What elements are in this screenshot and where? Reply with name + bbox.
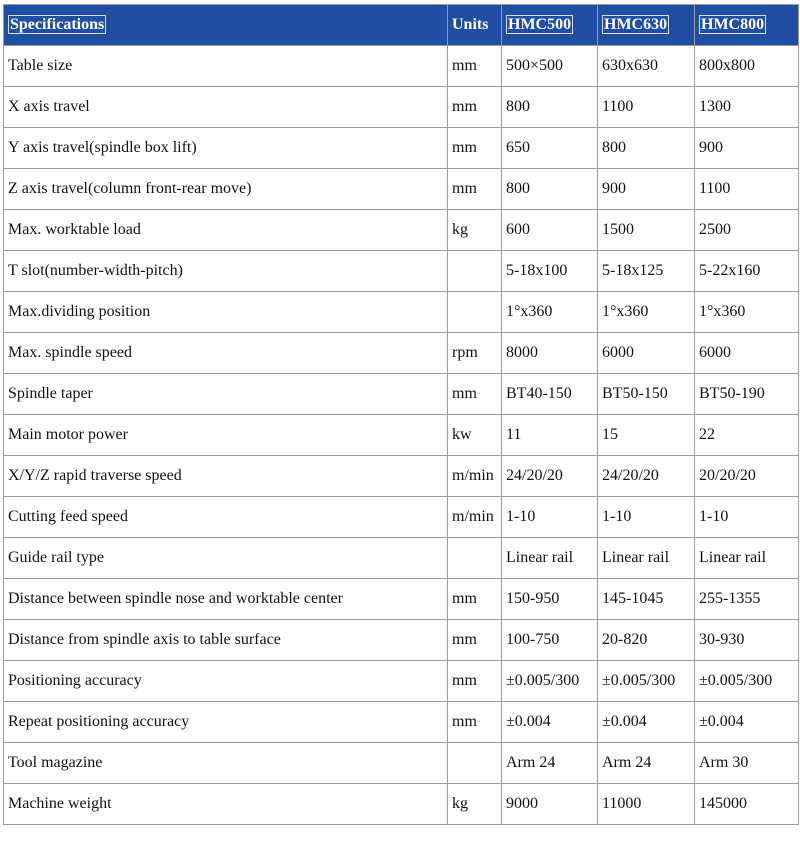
table-row xyxy=(4,497,799,538)
table-row xyxy=(4,292,799,333)
value-cell: 800 xyxy=(598,128,695,169)
value-cell: 15 xyxy=(598,415,695,456)
value-cell: BT50-150 xyxy=(598,374,695,415)
table-row xyxy=(4,374,799,415)
spec-name-cell: Max.dividing position xyxy=(4,292,448,333)
value-cell: 1°x360 xyxy=(598,292,695,333)
value-cell: 500×500 xyxy=(502,46,598,87)
header-units xyxy=(448,5,502,46)
header-model-label: HMC800 xyxy=(701,16,765,33)
table-row xyxy=(4,46,799,87)
table-row xyxy=(4,128,799,169)
unit-cell xyxy=(448,292,502,333)
spec-name-cell: Distance from spindle axis to table surface xyxy=(4,620,448,661)
table-row xyxy=(4,538,799,579)
value-cell: 1500 xyxy=(598,210,695,251)
value-cell: 5-22x160 xyxy=(695,251,799,292)
value-cell: 1-10 xyxy=(695,497,799,538)
value-cell: ±0.005/300 xyxy=(598,661,695,702)
value-cell: 630x630 xyxy=(598,46,695,87)
header-specifications-label: Specifications xyxy=(10,16,105,33)
table-row xyxy=(4,251,799,292)
unit-cell: kw xyxy=(448,415,502,456)
spec-name-cell: Table size xyxy=(4,46,448,87)
value-cell: 20/20/20 xyxy=(695,456,799,497)
value-cell: 24/20/20 xyxy=(502,456,598,497)
value-cell: 900 xyxy=(598,169,695,210)
value-cell: 1300 xyxy=(695,87,799,128)
spec-name-cell: Max. worktable load xyxy=(4,210,448,251)
value-cell: Linear rail xyxy=(695,538,799,579)
value-cell: 8000 xyxy=(502,333,598,374)
value-cell: Arm 24 xyxy=(598,743,695,784)
spec-name-cell: Y axis travel(spindle box lift) xyxy=(4,128,448,169)
unit-cell: mm xyxy=(448,128,502,169)
value-cell: 11 xyxy=(502,415,598,456)
spec-name-cell: Main motor power xyxy=(4,415,448,456)
value-cell: 2500 xyxy=(695,210,799,251)
value-cell: 6000 xyxy=(598,333,695,374)
value-cell: 600 xyxy=(502,210,598,251)
table-row xyxy=(4,456,799,497)
header-model-hmc630 xyxy=(598,5,695,46)
table-row xyxy=(4,87,799,128)
value-cell: 1100 xyxy=(598,87,695,128)
table-row xyxy=(4,784,799,825)
table-row xyxy=(4,210,799,251)
spec-name-cell: Repeat positioning accuracy xyxy=(4,702,448,743)
value-cell: 800 xyxy=(502,87,598,128)
value-cell: 1-10 xyxy=(598,497,695,538)
value-cell: 800 xyxy=(502,169,598,210)
header-model-label: HMC630 xyxy=(604,16,668,33)
table-row xyxy=(4,415,799,456)
value-cell: Arm 30 xyxy=(695,743,799,784)
unit-cell: mm xyxy=(448,46,502,87)
header-specifications xyxy=(4,5,448,46)
spec-name-cell: T slot(number-width-pitch) xyxy=(4,251,448,292)
value-cell: 1°x360 xyxy=(695,292,799,333)
value-cell: 650 xyxy=(502,128,598,169)
table-row xyxy=(4,620,799,661)
spec-name-cell: Spindle taper xyxy=(4,374,448,415)
value-cell: Linear rail xyxy=(502,538,598,579)
specifications-table xyxy=(3,4,799,825)
spec-name-cell: Cutting feed speed xyxy=(4,497,448,538)
table-row xyxy=(4,333,799,374)
unit-cell: mm xyxy=(448,579,502,620)
unit-cell xyxy=(448,538,502,579)
value-cell: 5-18x100 xyxy=(502,251,598,292)
value-cell: 145-1045 xyxy=(598,579,695,620)
spec-name-cell: Machine weight xyxy=(4,784,448,825)
value-cell: Arm 24 xyxy=(502,743,598,784)
value-cell: 6000 xyxy=(695,333,799,374)
table-row xyxy=(4,661,799,702)
spec-name-cell: Positioning accuracy xyxy=(4,661,448,702)
table-body xyxy=(4,46,799,825)
value-cell: 11000 xyxy=(598,784,695,825)
table-row xyxy=(4,169,799,210)
header-model-hmc800 xyxy=(695,5,799,46)
unit-cell: mm xyxy=(448,620,502,661)
spec-name-cell: X/Y/Z rapid traverse speed xyxy=(4,456,448,497)
unit-cell xyxy=(448,251,502,292)
value-cell: 900 xyxy=(695,128,799,169)
header-model-label: HMC500 xyxy=(508,16,572,33)
value-cell: 255-1355 xyxy=(695,579,799,620)
unit-cell: mm xyxy=(448,169,502,210)
unit-cell: rpm xyxy=(448,333,502,374)
spec-name-cell: Tool magazine xyxy=(4,743,448,784)
table-row xyxy=(4,579,799,620)
value-cell: BT50-190 xyxy=(695,374,799,415)
value-cell: 20-820 xyxy=(598,620,695,661)
value-cell: 800x800 xyxy=(695,46,799,87)
unit-cell: m/min xyxy=(448,497,502,538)
value-cell: 1°x360 xyxy=(502,292,598,333)
unit-cell: mm xyxy=(448,702,502,743)
table-row xyxy=(4,702,799,743)
value-cell: Linear rail xyxy=(598,538,695,579)
value-cell: 1100 xyxy=(695,169,799,210)
table-row xyxy=(4,743,799,784)
spec-name-cell: X axis travel xyxy=(4,87,448,128)
unit-cell: mm xyxy=(448,374,502,415)
value-cell: 100-750 xyxy=(502,620,598,661)
spec-name-cell: Guide rail type xyxy=(4,538,448,579)
value-cell: ±0.004 xyxy=(598,702,695,743)
spec-name-cell: Max. spindle speed xyxy=(4,333,448,374)
value-cell: 9000 xyxy=(502,784,598,825)
spec-name-cell: Z axis travel(column front-rear move) xyxy=(4,169,448,210)
value-cell: BT40-150 xyxy=(502,374,598,415)
value-cell: 24/20/20 xyxy=(598,456,695,497)
spec-name-cell: Distance between spindle nose and worktable center xyxy=(4,579,448,620)
unit-cell: kg xyxy=(448,784,502,825)
table-header-row xyxy=(4,5,799,46)
value-cell: ±0.004 xyxy=(502,702,598,743)
unit-cell: mm xyxy=(448,87,502,128)
value-cell: 150-950 xyxy=(502,579,598,620)
header-model-hmc500 xyxy=(502,5,598,46)
value-cell: ±0.005/300 xyxy=(695,661,799,702)
value-cell: 30-930 xyxy=(695,620,799,661)
unit-cell: m/min xyxy=(448,456,502,497)
value-cell: ±0.004 xyxy=(695,702,799,743)
value-cell: 22 xyxy=(695,415,799,456)
unit-cell: kg xyxy=(448,210,502,251)
value-cell: ±0.005/300 xyxy=(502,661,598,702)
value-cell: 1-10 xyxy=(502,497,598,538)
value-cell: 5-18x125 xyxy=(598,251,695,292)
value-cell: 145000 xyxy=(695,784,799,825)
unit-cell xyxy=(448,743,502,784)
unit-cell: mm xyxy=(448,661,502,702)
header-units-label: Units xyxy=(452,16,489,33)
